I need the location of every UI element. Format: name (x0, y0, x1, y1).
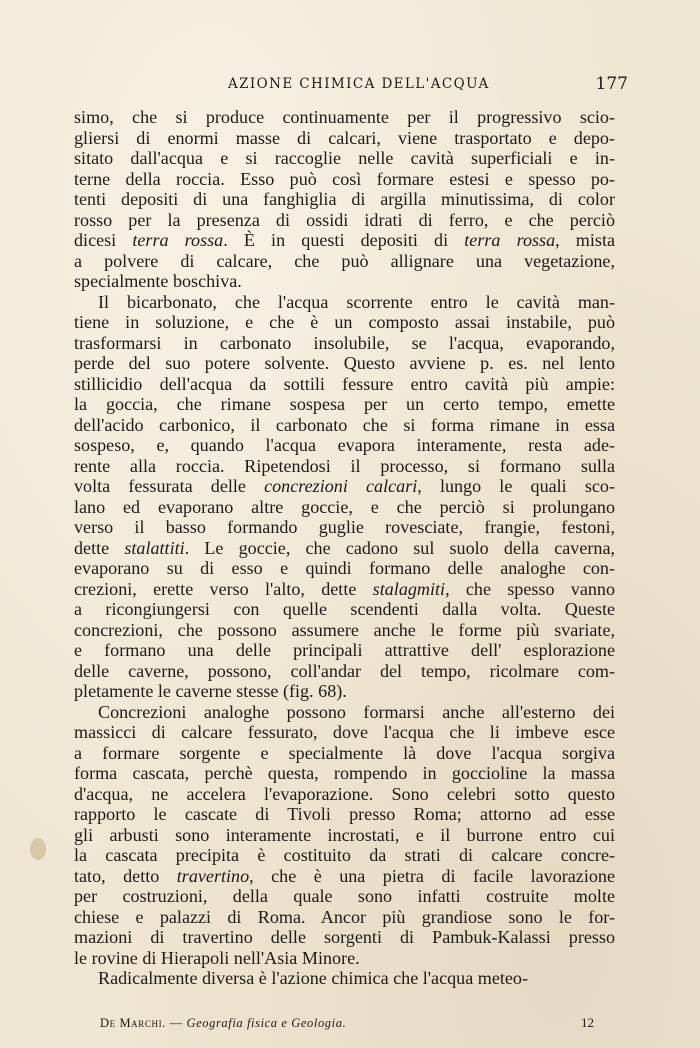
italic-term: travertino (176, 865, 250, 886)
text-run: dette (74, 537, 125, 558)
italic-term: stalagmiti (372, 578, 446, 599)
text-line: pletamente le caverne stesse (fig. 68). (74, 681, 347, 701)
paper-stain (30, 838, 46, 860)
text-line: specialmente boschiva. (74, 271, 242, 291)
footer-dash: — (165, 1016, 187, 1030)
running-head (74, 76, 628, 98)
text-run: . È in questi depositi di (223, 230, 465, 250)
text-run: . Le goccie, che cadono sul suolo della caverna, (184, 537, 615, 558)
text-line: rapporto le cascate di Tivoli presso Roma; attorno ad esse (74, 804, 615, 824)
text-line: a formare sorgente e specialmente là dove l'acqua sorgiva (74, 742, 615, 763)
text-line (74, 230, 615, 251)
text-line: sospeso, e, quando l'acqua evapora interamente, resta ade- (74, 435, 615, 455)
italic-term: concrezioni calcari (264, 476, 418, 496)
text-line: simo, che si produce continuamente per il progressivo scio- (74, 107, 615, 127)
text-line: stillicidio dell'acqua da sottili fessure entro cavità più ampie: (74, 373, 615, 394)
text-run: dicesi (74, 230, 133, 250)
footer-citation (100, 1016, 346, 1031)
text-line: rosso per la presenza di ossidi idrati di ferro, e che perciò (74, 209, 615, 230)
text-line: verso il basso formando guglie rovesciate, frangie, festoni, (74, 517, 615, 537)
text-line: tenti depositi di una fanghiglia di argilla minutissima, di color (74, 189, 615, 209)
body-text (74, 107, 615, 989)
text-line: Il bicarbonato, che l'acqua scorrente entro le cavità man- (98, 291, 615, 312)
text-line: tiene in soluzione, e che è un composto assai instabile, può (74, 312, 615, 332)
text-run: , lungo le quali sco- (417, 476, 615, 496)
text-line: rente alla roccia. Ripetendosi il processo, si formano sulla (74, 455, 615, 476)
text-line: gli arbusti sono interamente incrostati, e il burrone entro cui (74, 824, 615, 845)
running-title: AZIONE CHIMICA DELL'ACQUA (228, 76, 490, 92)
text-line: gliersi di enormi masse di calcari, viene trasportato e depo- (74, 127, 615, 148)
text-run: , che è una pietra di facile lavorazione (249, 865, 615, 886)
text-line (74, 476, 615, 497)
text-line: d'acqua, ne accelera l'evaporazione. Sono celebri sotto questo (74, 783, 615, 804)
text-line: perde del suo potere solvente. Questo avviene p. es. nel lento (74, 353, 615, 373)
text-line: chiese e palazzi di Roma. Ancor più grandiose sono le for- (74, 906, 615, 927)
text-line (74, 538, 615, 559)
footer-book-title: Geografia fisica e Geologia. (186, 1016, 347, 1030)
page-number: 177 (595, 74, 628, 94)
italic-term: terra rossa (132, 230, 224, 250)
text-line: terne della roccia. Esso può così formare estesi e spesso po- (74, 168, 615, 189)
text-line: trasformarsi in carbonato insolubile, se l'acqua, evaporando, (74, 332, 615, 353)
text-line: forma cascata, perchè questa, rompendo in goccioline la massa (74, 763, 615, 783)
text-line (74, 579, 615, 600)
text-line: a polvere di calcare, che può allignare una vegetazione, (74, 250, 615, 271)
text-run: volta fessurata delle (74, 476, 265, 496)
text-run: , che spesso vanno (445, 578, 616, 599)
text-line: dell'acido carbonico, il carbonato che si forma rimane in essa (74, 414, 615, 435)
text-line: e formano una delle principali attrattive dell' esplorazione (74, 640, 615, 660)
text-line (74, 866, 615, 887)
text-line: per costruzioni, della quale sono infatti costruite molte (74, 886, 615, 906)
text-line: la cascata precipita è costituito da strati di calcare concre- (74, 845, 615, 865)
italic-term: terra rossa (464, 230, 556, 250)
text-line: lano ed evaporano altre goccie, e che perciò si prolungano (74, 496, 615, 517)
signature-mark: 12 (581, 1015, 594, 1030)
text-line: sitato dall'acqua e si raccoglie nelle cavità superficiali e in- (74, 148, 615, 168)
text-line: concrezioni, che possono assumere anche le forme più svariate, (74, 619, 615, 640)
text-line: mazioni di travertino delle sorgenti di Pambuk-Kalassi presso (74, 927, 615, 947)
text-line: le rovine di Hierapoli nell'Asia Minore. (74, 947, 360, 968)
footer-author: De Marchi. (100, 1016, 166, 1030)
text-run: crezioni, erette verso l'alto, dette (74, 578, 373, 599)
text-line: massicci di calcare fessurato, dove l'acqua che li imbeve esce (74, 722, 615, 742)
page-footer (100, 1016, 594, 1034)
text-line: la goccia, che rimane sospesa per un certo tempo, emette (74, 394, 615, 414)
italic-term: stalattiti (124, 537, 185, 558)
text-line: Concrezioni analoghe possono formarsi anche all'esterno dei (98, 701, 615, 722)
text-line: delle caverne, possono, coll'andar del tempo, ricolmare com- (74, 660, 615, 681)
text-line: a ricongiungersi con quelle scendenti dalla volta. Queste (74, 599, 615, 619)
text-line: Radicalmente diversa è l'azione chimica che l'acqua meteo- (98, 968, 529, 988)
text-run: tato, detto (74, 865, 177, 886)
text-run: , mista (555, 230, 615, 250)
text-line: evaporano su di esso e quindi formano delle analoghe con- (74, 558, 615, 578)
